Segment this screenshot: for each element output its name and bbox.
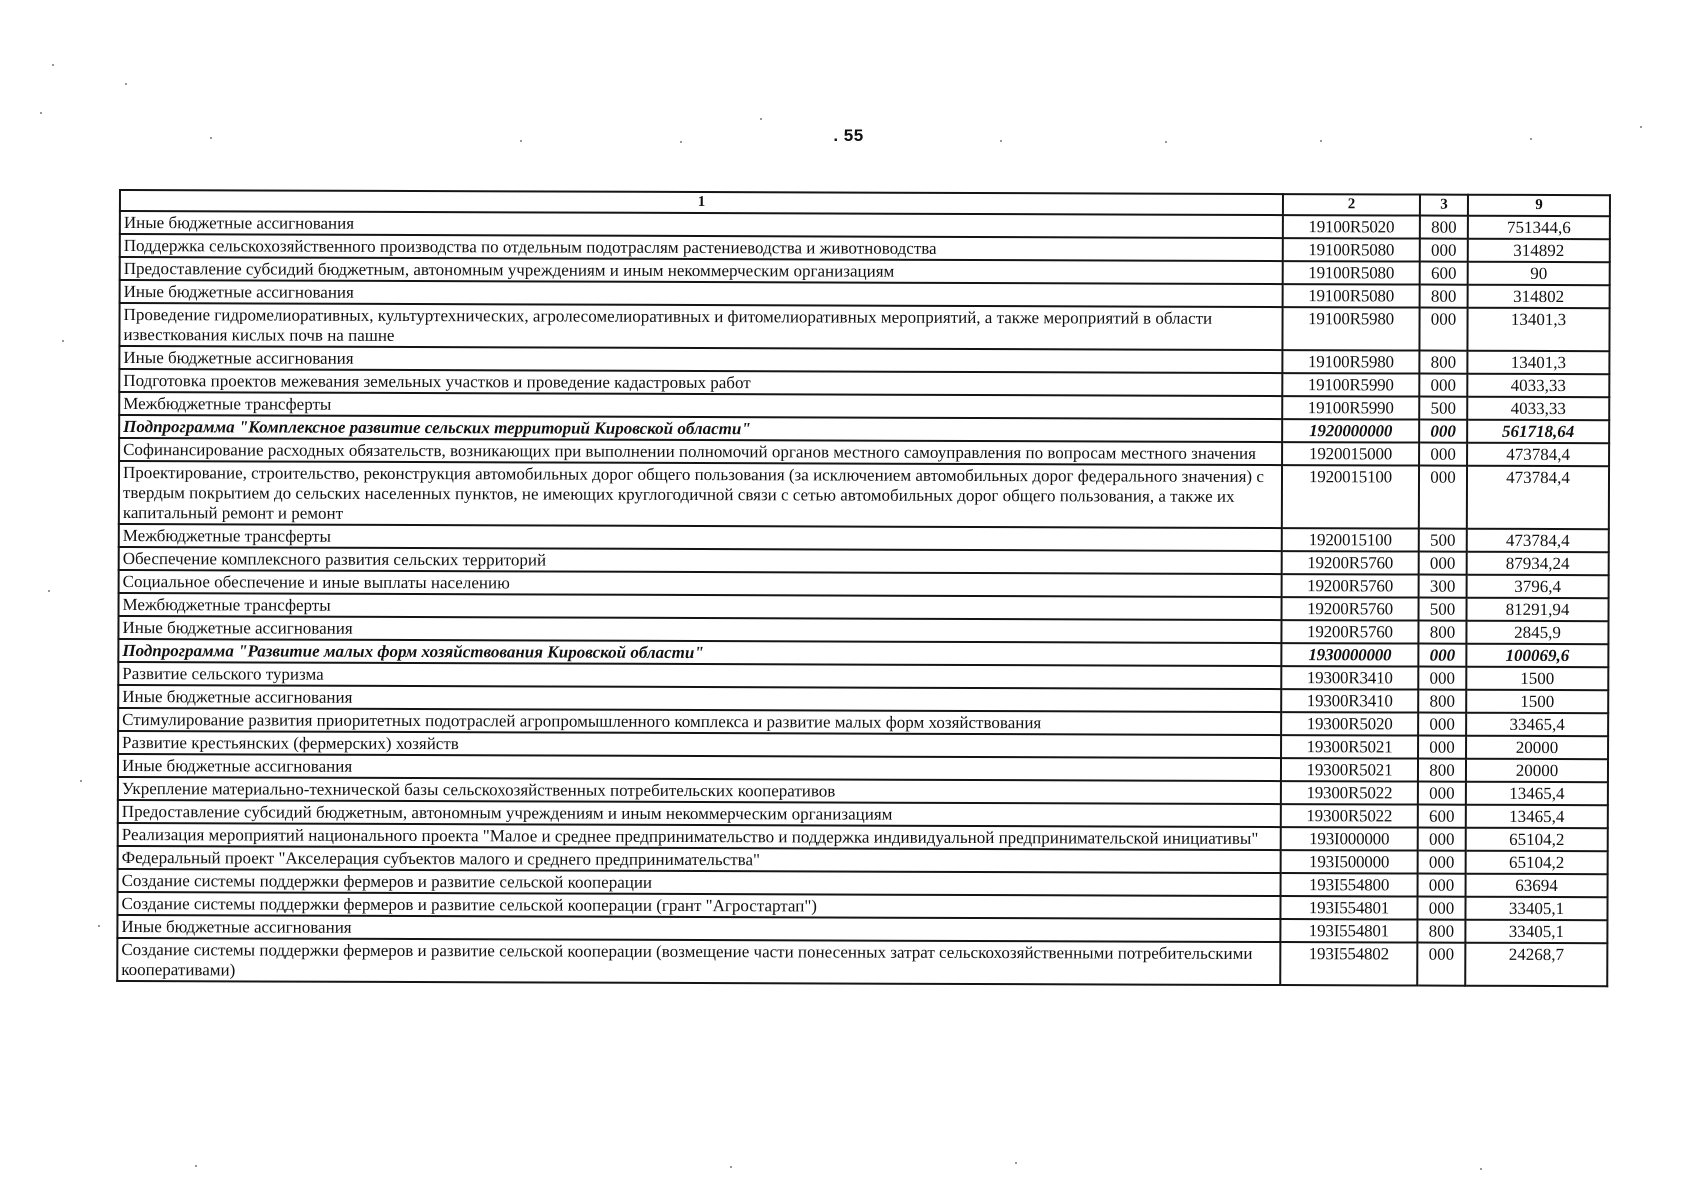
cell-name: Создание системы поддержки фермеров и развитие сельской кооперации (возмещение части понесенных затрат сельскохозяйственными потребительскими кооперативами) [117, 938, 1280, 985]
cell-name: Поддержка сельскохозяйственного производства по отдельным подотраслям растениеводства и животноводства [120, 234, 1283, 261]
scan-speck [1640, 126, 1642, 128]
cell-name: Проведение гидромелиоративных, культуртехнических, агролесомелиоративных и фитомелиоративных мероприятий, а также мероприятий в области известкования кислых почв на пашне [119, 303, 1282, 350]
cell-amount: 33465,4 [1466, 713, 1608, 736]
cell-amount: 65104,2 [1466, 851, 1608, 874]
cell-code: 19100R5990 [1282, 396, 1419, 419]
cell-amount: 561718,64 [1467, 420, 1609, 443]
cell-name: Социальное обеспечение и иные выплаты населению [119, 570, 1282, 597]
scan-speck [195, 1165, 197, 1167]
cell-amount: 13465,4 [1466, 782, 1608, 805]
cell-name: Иные бюджетные ассигнования [120, 211, 1283, 238]
cell-expense-type: 000 [1418, 828, 1466, 851]
cell-expense-type: 000 [1419, 308, 1467, 351]
cell-expense-type: 000 [1419, 374, 1467, 397]
cell-code: 19100R5990 [1282, 373, 1419, 396]
cell-name: Укрепление материально-технической базы сельскохозяйственных потребительских кооперативов [118, 777, 1281, 804]
cell-amount: 473784,4 [1467, 443, 1609, 466]
scan-speck [52, 64, 54, 66]
cell-expense-type: 000 [1418, 874, 1466, 897]
page-number: . 55 [833, 126, 864, 145]
cell-amount: 13401,3 [1467, 351, 1609, 374]
cell-amount: 90 [1468, 262, 1610, 285]
scan-speck [520, 140, 522, 142]
scan-speck [1530, 138, 1532, 140]
cell-code: 1920000000 [1282, 419, 1419, 442]
scan-speck [62, 340, 64, 342]
cell-expense-type: 000 [1419, 552, 1467, 575]
cell-code: 19100R5080 [1283, 238, 1420, 261]
cell-expense-type: 000 [1420, 239, 1468, 262]
cell-expense-type: 500 [1419, 529, 1467, 552]
cell-name: Иные бюджетные ассигнования [120, 280, 1283, 307]
scan-speck [1165, 141, 1167, 143]
scan-speck [730, 1166, 732, 1168]
cell-expense-type: 800 [1420, 285, 1468, 308]
cell-name: Предоставление субсидий бюджетным, автономным учреждениям и иным некоммерческим организациям [120, 257, 1283, 284]
cell-code: 193I554800 [1281, 873, 1418, 896]
cell-name: Проектирование, строительство, реконструкция автомобильных дорог общего пользования (за исключением автомобильных дорог федерального значения) с твердым покрытием до сельских населенных пунктов, не имеющих круглогодичной связи с сетью автомобильных дорог общего пользования, а также их капитальный ремонт и ремонт [119, 461, 1282, 528]
cell-expense-type: 600 [1420, 262, 1468, 285]
cell-amount: 3796,4 [1467, 575, 1609, 598]
column-header-type: 3 [1420, 195, 1468, 216]
cell-expense-type: 800 [1418, 759, 1466, 782]
cell-expense-type: 800 [1420, 216, 1468, 239]
cell-amount: 81291,94 [1467, 598, 1609, 621]
cell-name: Создание системы поддержки фермеров и развитие сельской кооперации [118, 869, 1281, 896]
scan-speck [760, 118, 762, 120]
cell-expense-type: 000 [1417, 943, 1465, 986]
cell-amount: 24268,7 [1465, 943, 1607, 986]
scan-speck [1015, 1162, 1017, 1164]
cell-amount: 2845,9 [1466, 621, 1608, 644]
cell-code: 193I554802 [1280, 942, 1417, 985]
cell-name: Подпрограмма "Комплексное развитие сельских территорий Кировской области" [119, 415, 1282, 442]
cell-expense-type: 000 [1418, 644, 1466, 667]
cell-name: Софинансирование расходных обязательств, возникающих при выполнении полномочий органов местного самоуправления по вопросам местного значения [119, 438, 1282, 465]
cell-expense-type: 800 [1418, 621, 1466, 644]
cell-name: Подпрограмма "Развитие малых форм хозяйствования Кировской области" [118, 639, 1281, 666]
cell-expense-type: 000 [1419, 466, 1467, 529]
table-row [119, 461, 1609, 529]
cell-code: 19200R5760 [1282, 597, 1419, 620]
cell-code: 1930000000 [1281, 643, 1418, 666]
cell-name: Иные бюджетные ассигнования [119, 346, 1282, 373]
cell-expense-type: 000 [1419, 443, 1467, 466]
cell-code: 19100R5080 [1283, 284, 1420, 307]
scan-speck [1000, 140, 1002, 142]
cell-code: 19100R5080 [1283, 261, 1420, 284]
cell-code: 19300R5021 [1281, 758, 1418, 781]
cell-expense-type: 000 [1418, 851, 1466, 874]
cell-expense-type: 000 [1418, 713, 1466, 736]
cell-expense-type: 000 [1418, 782, 1466, 805]
cell-name: Иные бюджетные ассигнования [118, 685, 1281, 712]
cell-amount: 473784,4 [1467, 466, 1609, 529]
cell-code: 193I500000 [1281, 850, 1418, 873]
cell-name: Федеральный проект "Акселерация субъектов малого и среднего предпринимательства" [118, 846, 1281, 873]
cell-amount: 4033,33 [1467, 374, 1609, 397]
cell-expense-type: 000 [1418, 736, 1466, 759]
cell-code: 19300R3410 [1281, 689, 1418, 712]
cell-amount: 1500 [1466, 690, 1608, 713]
scan-speck [80, 780, 82, 782]
cell-amount: 100069,6 [1466, 644, 1608, 667]
cell-name: Стимулирование развития приоритетных подотраслей агропромышленного комплекса и развитие малых форм хозяйствования [118, 708, 1281, 735]
cell-code: 19100R5980 [1282, 350, 1419, 373]
cell-amount: 65104,2 [1466, 828, 1608, 851]
column-header-name: 1 [120, 190, 1283, 215]
cell-code: 19300R5020 [1281, 712, 1418, 735]
cell-expense-type: 600 [1418, 805, 1466, 828]
cell-code: 193I554801 [1280, 919, 1417, 942]
cell-code: 19300R5022 [1281, 804, 1418, 827]
cell-amount: 1500 [1466, 667, 1608, 690]
cell-name: Иные бюджетные ассигнования [118, 616, 1281, 643]
scan-speck [48, 590, 50, 592]
cell-code: 1920015100 [1282, 465, 1419, 528]
table-row [117, 938, 1607, 986]
cell-name: Реализация мероприятий национального проекта "Малое и среднее предпринимательство и поддержка индивидуальной предпринимательской инициативы" [118, 823, 1281, 850]
cell-amount: 20000 [1466, 736, 1608, 759]
cell-amount: 473784,4 [1467, 529, 1609, 552]
cell-expense-type: 000 [1419, 420, 1467, 443]
cell-name: Подготовка проектов межевания земельных участков и проведение кадастровых работ [119, 369, 1282, 396]
cell-code: 19300R3410 [1281, 666, 1418, 689]
cell-code: 19100R5020 [1283, 215, 1420, 238]
scan-speck [125, 83, 127, 85]
scan-speck [680, 141, 682, 143]
cell-name: Создание системы поддержки фермеров и развитие сельской кооперации (грант "Агростартап") [117, 892, 1280, 919]
cell-amount: 4033,33 [1467, 397, 1609, 420]
cell-name: Развитие крестьянских (фермерских) хозяйств [118, 731, 1281, 758]
table-row [119, 303, 1609, 351]
cell-name: Межбюджетные трансферты [119, 392, 1282, 419]
cell-name: Межбюджетные трансферты [119, 593, 1282, 620]
cell-expense-type: 500 [1419, 598, 1467, 621]
cell-amount: 314802 [1468, 285, 1610, 308]
cell-code: 1920015000 [1282, 442, 1419, 465]
scan-speck [210, 137, 212, 139]
scan-speck [40, 112, 42, 114]
cell-name: Развитие сельского туризма [118, 662, 1281, 689]
cell-expense-type: 500 [1419, 397, 1467, 420]
cell-amount: 13465,4 [1466, 805, 1608, 828]
column-header-code: 2 [1283, 194, 1420, 215]
cell-amount: 63694 [1466, 874, 1608, 897]
cell-amount: 314892 [1468, 239, 1610, 262]
cell-amount: 33405,1 [1465, 920, 1607, 943]
cell-code: 19300R5021 [1281, 735, 1418, 758]
cell-amount: 87934,24 [1467, 552, 1609, 575]
cell-name: Иные бюджетные ассигнования [118, 754, 1281, 781]
cell-amount: 13401,3 [1467, 308, 1609, 351]
scan-speck [1480, 1168, 1482, 1170]
cell-name: Межбюджетные трансферты [119, 524, 1282, 551]
cell-expense-type: 000 [1417, 897, 1465, 920]
cell-code: 193I000000 [1281, 827, 1418, 850]
cell-expense-type: 000 [1418, 667, 1466, 690]
cell-code: 19300R5022 [1281, 781, 1418, 804]
cell-code: 193I554801 [1280, 896, 1417, 919]
table-body [117, 211, 1610, 986]
cell-amount: 751344,6 [1468, 216, 1610, 239]
cell-code: 1920015100 [1282, 528, 1419, 551]
cell-code: 19100R5980 [1282, 307, 1419, 350]
cell-expense-type: 300 [1419, 575, 1467, 598]
cell-code: 19200R5760 [1282, 574, 1419, 597]
cell-name: Предоставление субсидий бюджетным, автономным учреждениям и иным некоммерческим организациям [118, 800, 1281, 827]
cell-expense-type: 800 [1418, 690, 1466, 713]
column-header-sum: 9 [1468, 195, 1610, 216]
cell-amount: 33405,1 [1465, 897, 1607, 920]
cell-expense-type: 800 [1417, 920, 1465, 943]
cell-amount: 20000 [1466, 759, 1608, 782]
scan-speck [98, 925, 100, 927]
scan-speck [1320, 140, 1322, 142]
cell-name: Обеспечение комплексного развития сельских территорий [119, 547, 1282, 574]
cell-code: 19200R5760 [1282, 551, 1419, 574]
budget-table [116, 189, 1611, 987]
cell-expense-type: 800 [1419, 351, 1467, 374]
cell-code: 19200R5760 [1281, 620, 1418, 643]
cell-name: Иные бюджетные ассигнования [117, 915, 1280, 942]
